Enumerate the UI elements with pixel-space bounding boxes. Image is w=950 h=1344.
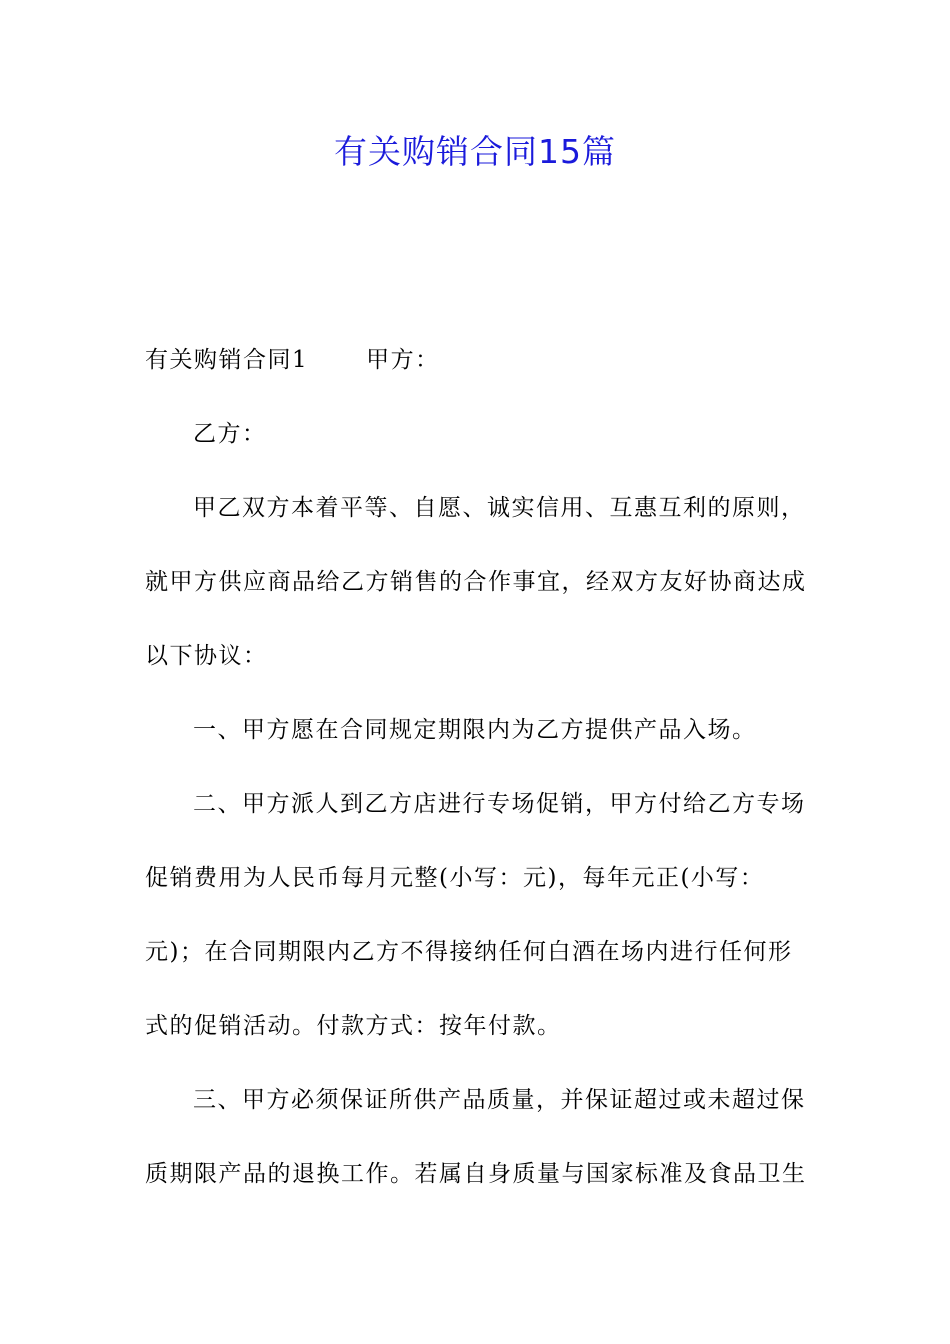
paragraph-clause-1: 一、甲方愿在合同规定期限内为乙方提供产品入场。 <box>193 717 757 743</box>
paragraph-clause-3: 三、甲方必须保证所供产品质量，并保证超过或未超过保质期限产品的退换工作。若属自身质量与国家标准及食品卫生 <box>145 1087 807 1187</box>
section-heading-line <box>145 323 810 397</box>
paragraph-clause-2: 二、甲方派人到乙方店进行专场促销，甲方付给乙方专场促销费用为人民币每月元整(小写：元)，每年元正(小写：元)；在合同期限内乙方不得接纳任何白酒在场内进行任何形式的促销活动。付款方式：按年付款。 <box>145 791 806 1039</box>
paragraph-intro: 甲乙双方本着平等、自愿、诚实信用、互惠互利的原则，就甲方供应商品给乙方销售的合作事宜，经双方友好协商达成以下协议： <box>145 495 807 669</box>
section-heading: 有关购销合同1 <box>145 347 309 373</box>
party-a-label: 甲方： <box>366 347 440 373</box>
party-b-label: 乙方： <box>193 421 267 447</box>
document-title: 有关购销合同15篇 <box>334 132 616 171</box>
